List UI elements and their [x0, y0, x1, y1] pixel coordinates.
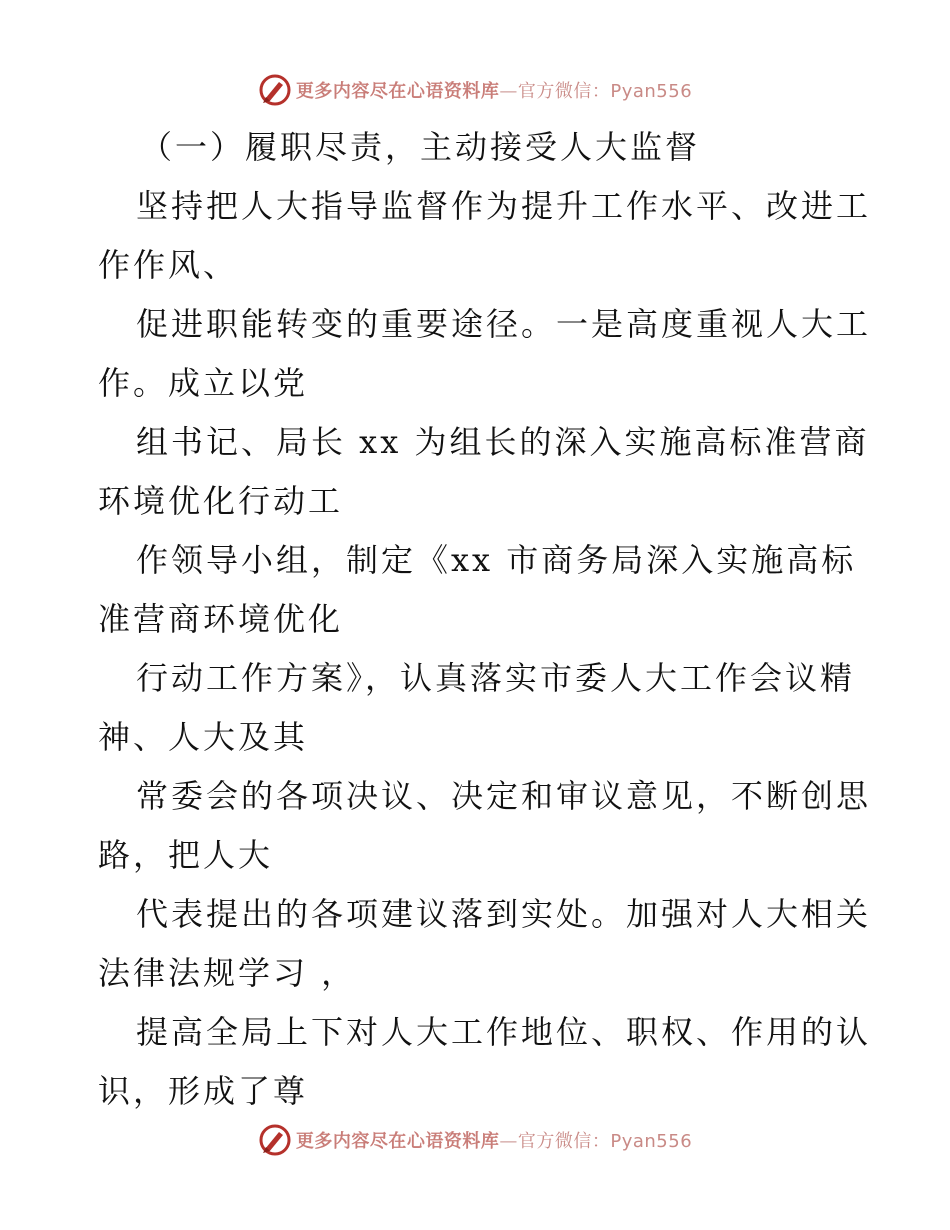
watermark-separator: — [499, 1131, 518, 1152]
paragraph-line: 作作风、 [98, 246, 239, 284]
watermark-separator: — [499, 81, 518, 102]
paragraph-line: 准营商环境优化 [98, 600, 344, 638]
paragraph-line: 识，形成了尊 [98, 1072, 309, 1110]
watermark-brand: 更多内容尽在心语资料库 [295, 1131, 500, 1152]
pen-logo-icon [258, 1123, 292, 1157]
paragraph-line: 作领导小组，制定《xx 市商务局深入实施高标 [136, 541, 857, 579]
paragraph-line: 组书记、局长 xx 为组长的深入实施高标准营商 [136, 423, 870, 461]
watermark-contact: 官方微信：Pyan556 [517, 1131, 693, 1152]
paragraph-line: 法律法规学习 ， [98, 954, 357, 992]
document-body [98, 118, 872, 1121]
section-heading: （一）履职尽责，主动接受人大监督 [140, 128, 701, 166]
paragraph-line: 行动工作方案》，认真落实市委人大工作会议精 [136, 659, 856, 697]
header-watermark [0, 70, 950, 110]
pen-logo-icon [258, 73, 292, 107]
paragraph-line: 提高全局上下对人大工作地位、职权、作用的认 [136, 1013, 872, 1051]
watermark-contact: 官方微信：Pyan556 [517, 81, 693, 102]
watermark-text [296, 77, 692, 103]
footer-watermark [0, 1120, 950, 1160]
paragraph-line: 路，把人大 [98, 836, 274, 874]
paragraph-line: 常委会的各项决议、决定和审议意见，不断创思 [136, 777, 872, 815]
watermark-brand: 更多内容尽在心语资料库 [295, 81, 500, 102]
paragraph-line: 环境优化行动工 [98, 482, 344, 520]
watermark-text [296, 1127, 692, 1153]
paragraph-line: 神、人大及其 [98, 718, 309, 756]
paragraph-line: 作。成立以党 [98, 364, 309, 402]
paragraph-line: 促进职能转变的重要途径。一是高度重视人大工 [136, 305, 872, 343]
paragraph-line: 坚持把人大指导监督作为提升工作水平、改进工 [136, 187, 872, 225]
paragraph-line: 代表提出的各项建议落到实处。加强对人大相关 [136, 895, 872, 933]
